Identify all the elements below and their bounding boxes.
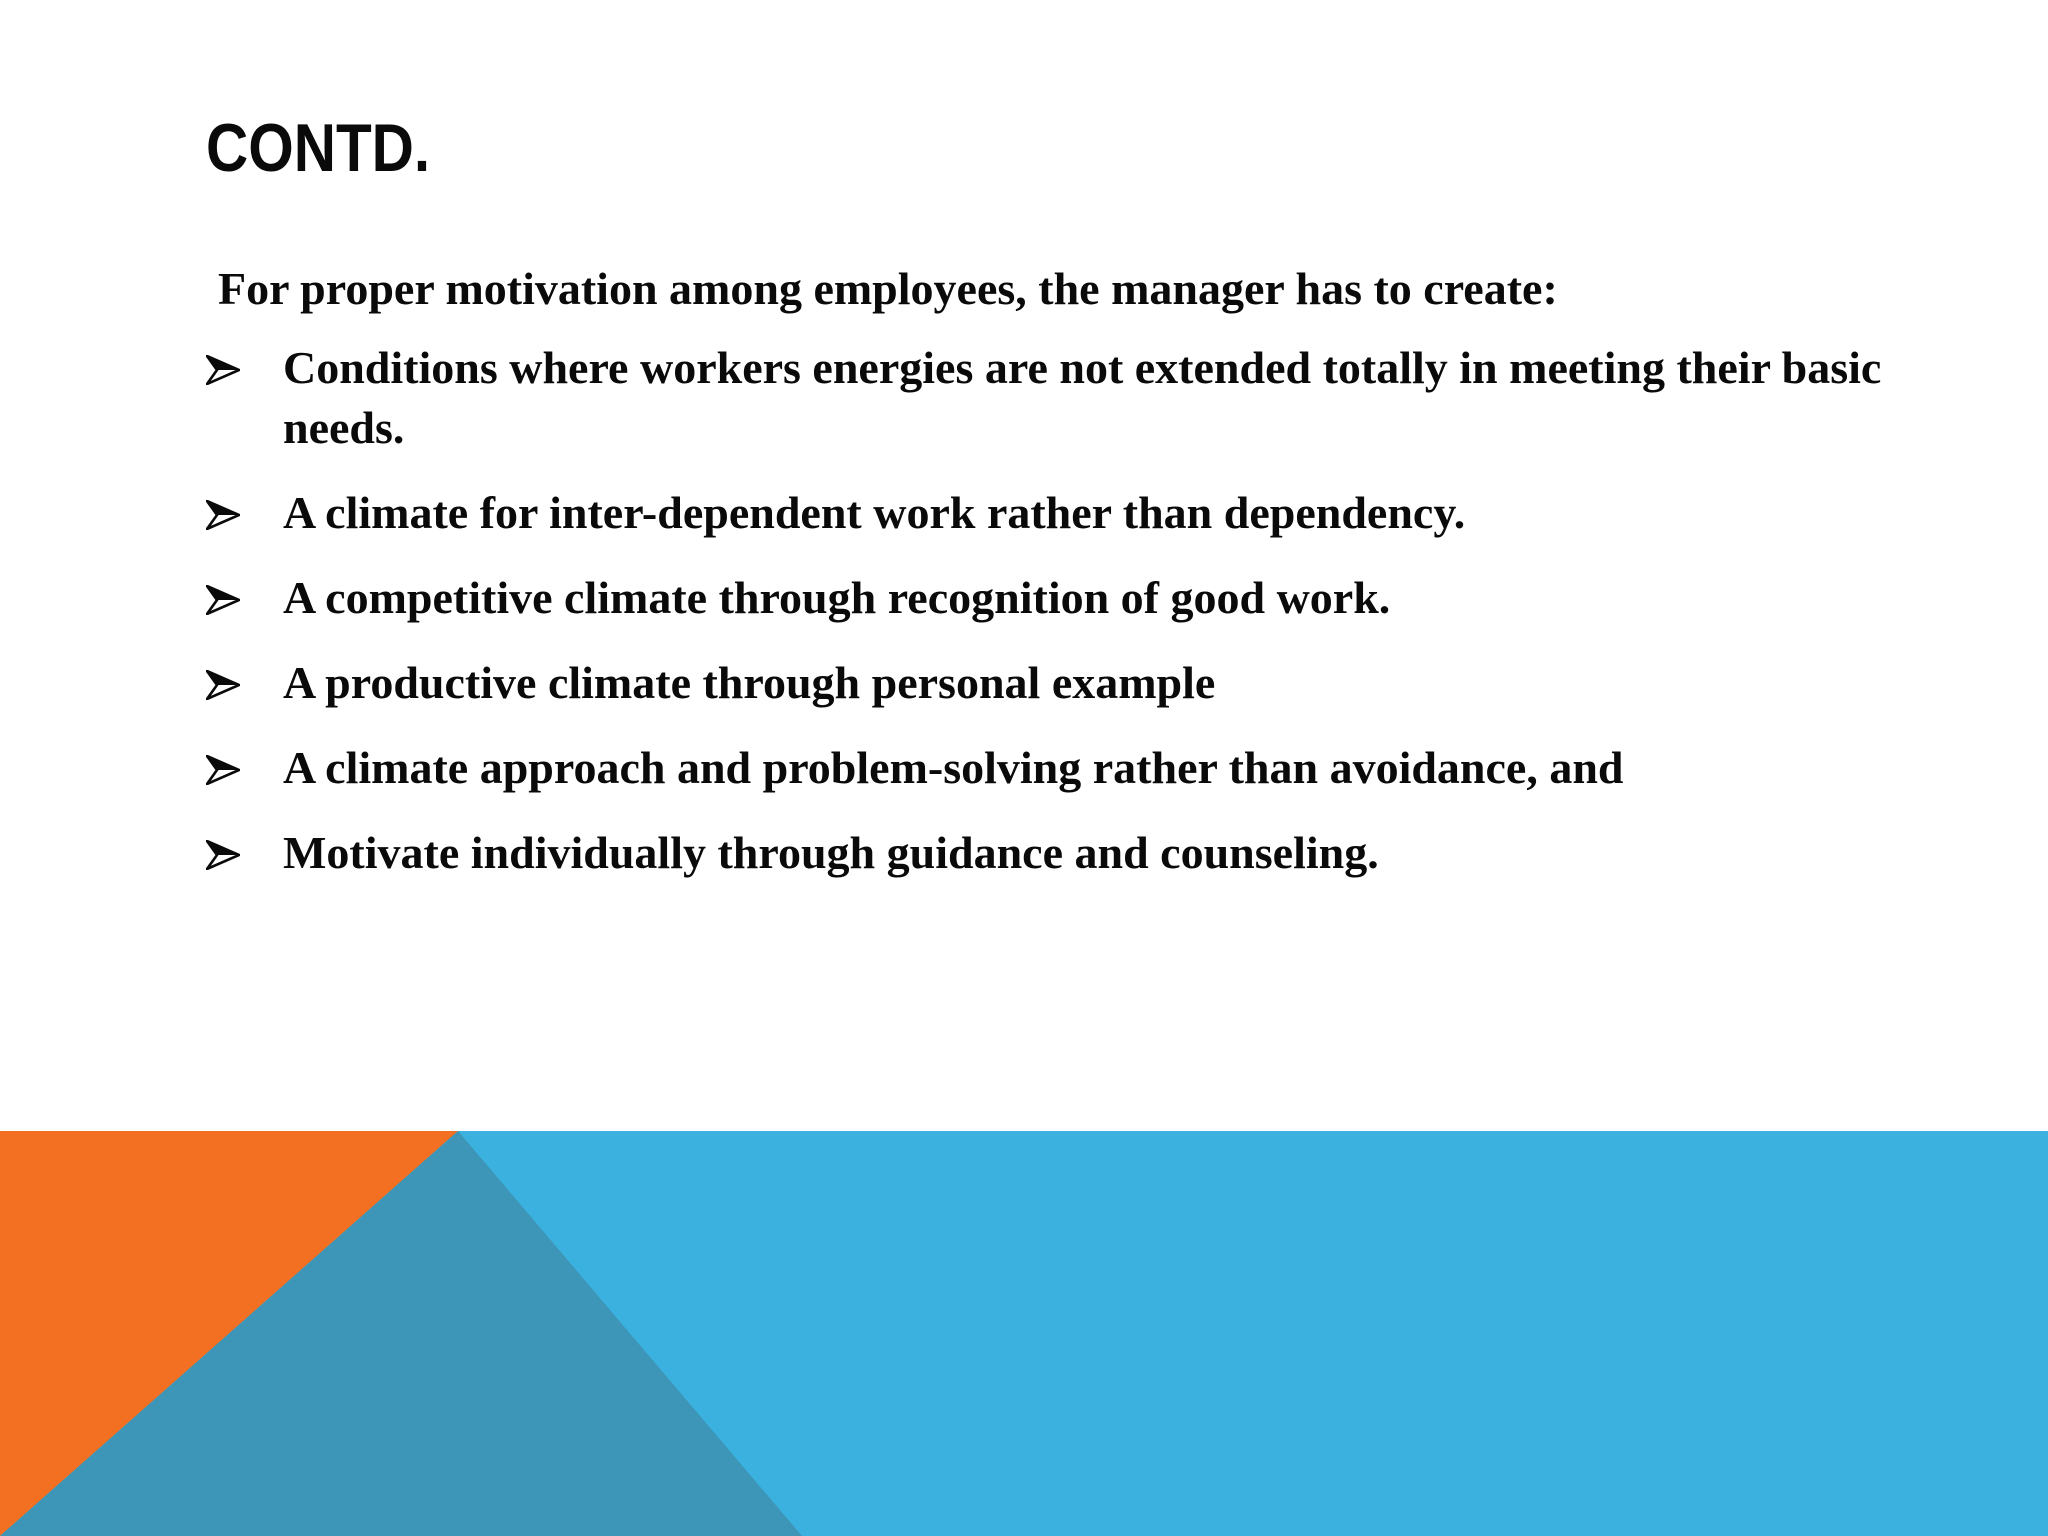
arrowhead-bullet-icon — [206, 840, 240, 870]
bullet-list — [206, 338, 1886, 883]
bullet-item — [206, 653, 1886, 713]
arrowhead-bullet-icon — [206, 500, 240, 530]
bullet-item — [206, 568, 1886, 628]
bullet-item — [206, 338, 1886, 458]
arrowhead-bullet-icon — [206, 355, 240, 385]
bullet-item — [206, 823, 1886, 883]
bullet-item — [206, 483, 1886, 543]
arrowhead-bullet-icon — [206, 670, 240, 700]
arrowhead-bullet-icon — [206, 755, 240, 785]
bullet-text: Conditions where workers energies are not extended totally in meeting their basic needs. — [283, 342, 1882, 453]
slide-body — [206, 258, 1886, 908]
bullet-text: A productive climate through personal example — [283, 657, 1216, 708]
bullet-text: A climate for inter-dependent work rather than dependency. — [283, 487, 1466, 538]
bullet-text: A competitive climate through recognition of good work. — [283, 572, 1391, 623]
intro-text: For proper motivation among employees, the manager has to create: — [218, 263, 1558, 314]
slide-title: CONTD. — [206, 110, 431, 186]
bullet-text: A climate approach and problem-solving rather than avoidance, and — [283, 742, 1624, 793]
bullet-item — [206, 738, 1886, 798]
arrowhead-bullet-icon — [206, 585, 240, 615]
decorative-footer-band — [0, 1131, 2048, 1536]
bullet-text: Motivate individually through guidance and counseling. — [283, 827, 1379, 878]
